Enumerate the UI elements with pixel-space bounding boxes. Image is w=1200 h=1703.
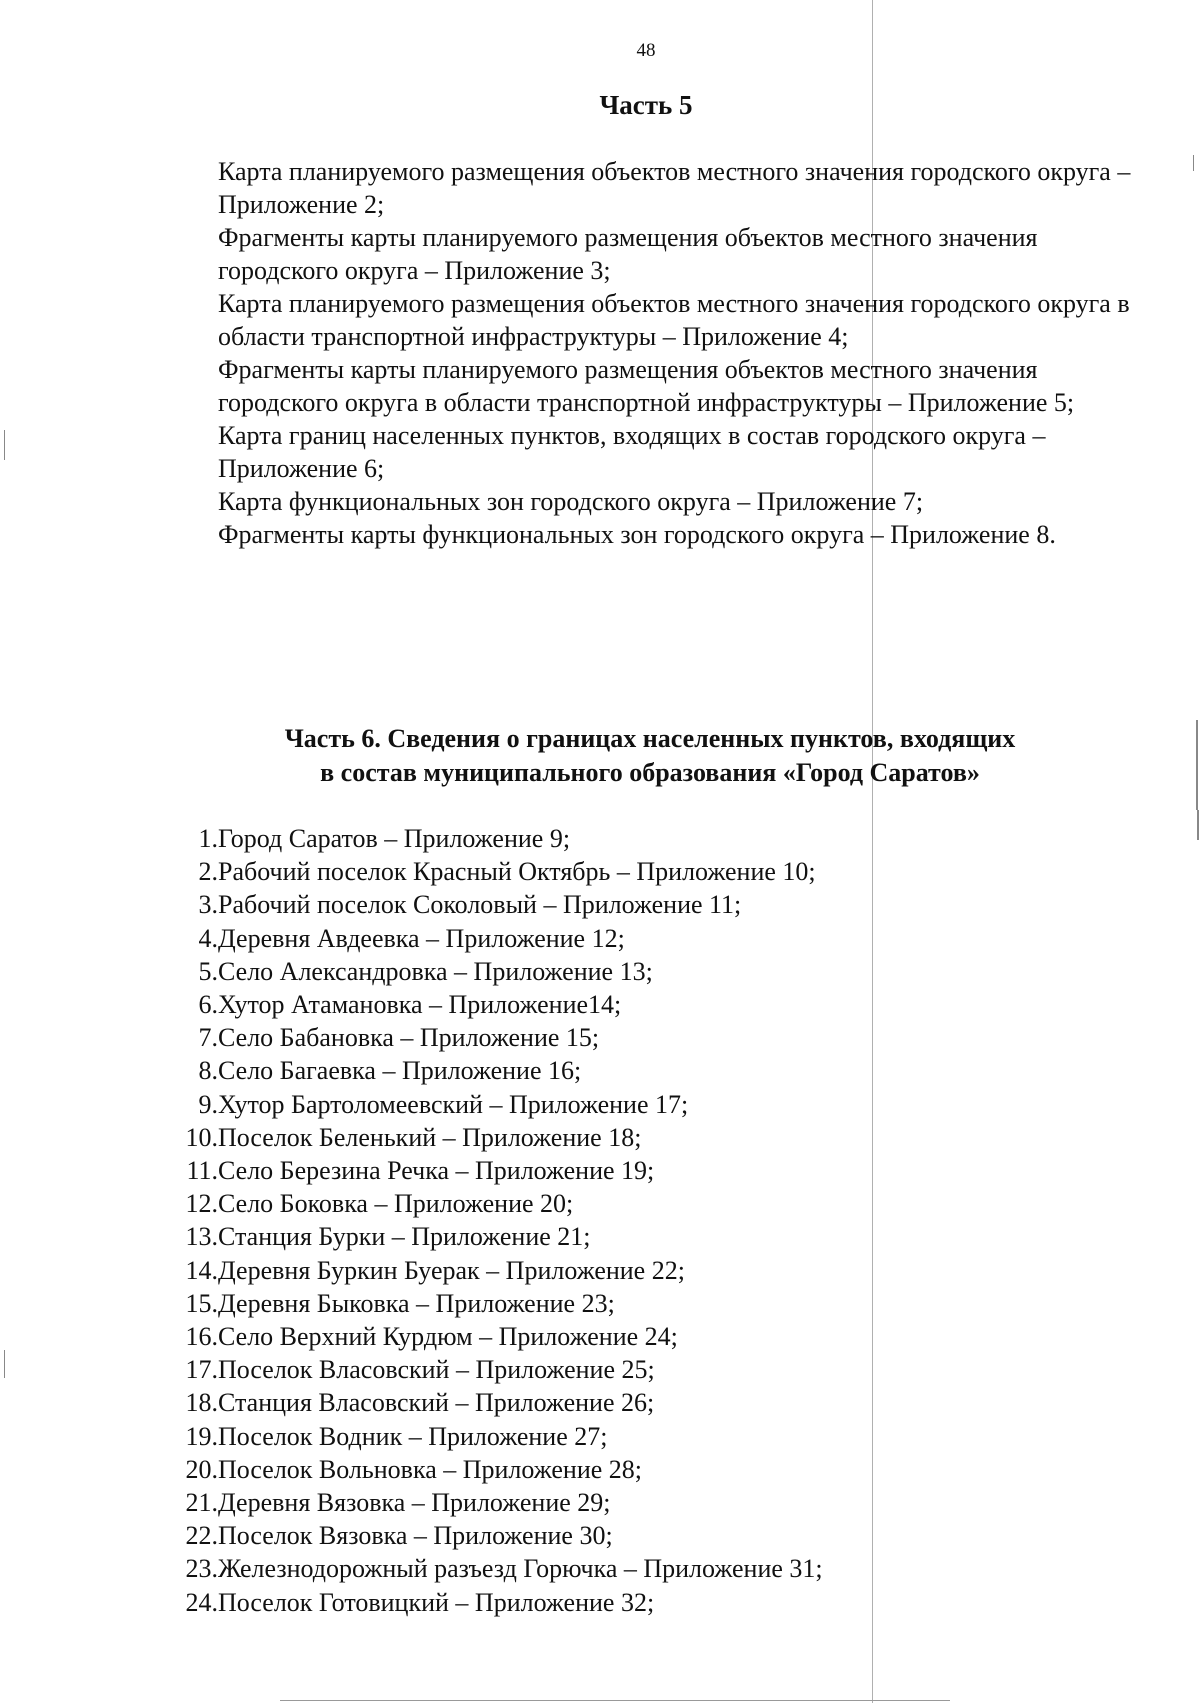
part5-item: Карта функциональных зон городского округа – Приложение 7;: [218, 487, 924, 516]
scan-edge-mark: [1196, 720, 1198, 810]
list-item: [160, 955, 823, 988]
list-item: [160, 1353, 823, 1386]
item-number: 6.: [198, 990, 218, 1020]
list-item: [160, 1586, 823, 1619]
item-text: Село Верхний Курдюм – Приложение 24;: [218, 1322, 678, 1352]
part6-title-line: в состав муниципального образования «Город Саратов»: [320, 758, 980, 787]
list-item: [160, 1453, 823, 1486]
item-number: 8.: [198, 1056, 218, 1086]
list-item: [160, 988, 823, 1021]
item-text: Поселок Вольновка – Приложение 28;: [218, 1454, 642, 1484]
scan-edge-mark: [1197, 810, 1199, 840]
part5-item: Фрагменты карты функциональных зон городского округа – Приложение 8.: [218, 520, 1056, 549]
scan-bottom-edge: [280, 1700, 950, 1701]
item-number: 9.: [198, 1089, 218, 1119]
item-number: 7.: [198, 1023, 218, 1053]
part5-list: [218, 155, 1148, 551]
list-item: [160, 1420, 823, 1453]
item-text: Поселок Вязовка – Приложение 30;: [218, 1521, 613, 1551]
item-text: Город Саратов – Приложение 9;: [218, 824, 571, 853]
item-text: Деревня Быковка – Приложение 23;: [218, 1288, 615, 1318]
item-text: Село Боковка – Приложение 20;: [218, 1189, 574, 1219]
list-item: [160, 1021, 823, 1054]
item-number: 16.: [185, 1322, 218, 1352]
item-number: 15.: [185, 1288, 218, 1318]
part5-item: Фрагменты карты планируемого размещения объектов местного значения городского округа в области транспортной инфраструктуры – Приложение 5;: [218, 355, 1075, 417]
part6-title-line: Часть 6. Сведения о границах населенных пунктов, входящих: [284, 724, 1016, 753]
item-text: Село Березина Речка – Приложение 19;: [218, 1156, 655, 1186]
item-number: 1.: [198, 824, 218, 853]
item-text: Село Александровка – Приложение 13;: [218, 956, 653, 986]
item-text: Поселок Готовицкий – Приложение 32;: [218, 1587, 655, 1617]
item-text: Рабочий поселок Красный Октябрь – Приложение 10;: [218, 857, 816, 887]
list-item: [160, 1254, 823, 1287]
item-text: Рабочий поселок Соколовый – Приложение 11;: [218, 890, 742, 920]
list-item: [160, 922, 823, 955]
item-number: 5.: [198, 956, 218, 986]
item-text: Поселок Водник – Приложение 27;: [218, 1421, 608, 1451]
list-item: [160, 1486, 823, 1519]
item-text: Станция Бурки – Приложение 21;: [218, 1222, 591, 1252]
item-number: 17.: [185, 1355, 218, 1385]
list-item: [160, 855, 823, 888]
item-number: 19.: [185, 1421, 218, 1451]
item-text: Село Бабановка – Приложение 15;: [218, 1023, 600, 1053]
list-item: [160, 1287, 823, 1320]
item-number: 14.: [185, 1255, 218, 1285]
part5-item: Карта границ населенных пунктов, входящих в состав городского округа – Приложение 6;: [218, 421, 1046, 483]
item-text: Деревня Вязовка – Приложение 29;: [218, 1488, 611, 1518]
item-text: Деревня Авдеевка – Приложение 12;: [218, 923, 625, 953]
item-text: Деревня Буркин Буерак – Приложение 22;: [218, 1255, 685, 1285]
item-number: 11.: [186, 1156, 218, 1186]
item-text: Поселок Беленький – Приложение 18;: [218, 1122, 642, 1152]
settlements-list: [160, 822, 823, 1619]
item-text: Станция Власовский – Приложение 26;: [218, 1388, 655, 1418]
item-text: Хутор Атамановка – Приложение14;: [218, 990, 622, 1020]
item-text: Поселок Власовский – Приложение 25;: [218, 1355, 655, 1385]
part5-item: Фрагменты карты планируемого размещения объектов местного значения городского округа – Приложение 3;: [218, 223, 1038, 285]
scan-edge-mark: [4, 1350, 5, 1378]
list-item: [160, 1121, 823, 1154]
list-item: [160, 1054, 823, 1087]
list-item: [160, 1552, 823, 1585]
page-number: 48: [636, 40, 656, 61]
item-text: Село Багаевка – Приложение 16;: [218, 1056, 582, 1086]
item-number: 12.: [185, 1189, 218, 1219]
list-item: [160, 1519, 823, 1552]
list-item: [160, 1320, 823, 1353]
item-number: 23.: [185, 1554, 218, 1584]
list-item: [160, 1386, 823, 1419]
item-number: 20.: [185, 1454, 218, 1484]
item-number: 13.: [185, 1222, 218, 1252]
item-number: 4.: [198, 923, 218, 953]
scan-edge-mark: [1193, 155, 1194, 171]
part6-title: [180, 722, 1120, 790]
part5-item: Карта планируемого размещения объектов местного значения городского округа в области транспортной инфраструктуры – Приложение 4;: [218, 289, 1130, 351]
item-number: 21.: [185, 1488, 218, 1518]
item-text: Железнодорожный разъезд Горючка – Приложение 31;: [218, 1554, 823, 1584]
item-number: 2.: [198, 857, 218, 887]
item-number: 10.: [185, 1122, 218, 1152]
item-number: 22.: [185, 1521, 218, 1551]
list-item: [160, 1154, 823, 1187]
item-number: 18.: [185, 1388, 218, 1418]
item-number: 24.: [185, 1587, 218, 1617]
item-text: Хутор Бартоломеевский – Приложение 17;: [218, 1089, 689, 1119]
list-item: [160, 1187, 823, 1220]
part5-title: Часть 5: [599, 90, 693, 120]
list-item: [160, 1220, 823, 1253]
list-item: [160, 888, 823, 921]
part5-item: Карта планируемого размещения объектов местного значения городского округа – Приложение 2;: [218, 157, 1131, 219]
item-number: 3.: [198, 890, 218, 920]
scan-edge-mark: [4, 430, 5, 460]
list-item: [160, 1088, 823, 1121]
list-item: [160, 822, 823, 855]
